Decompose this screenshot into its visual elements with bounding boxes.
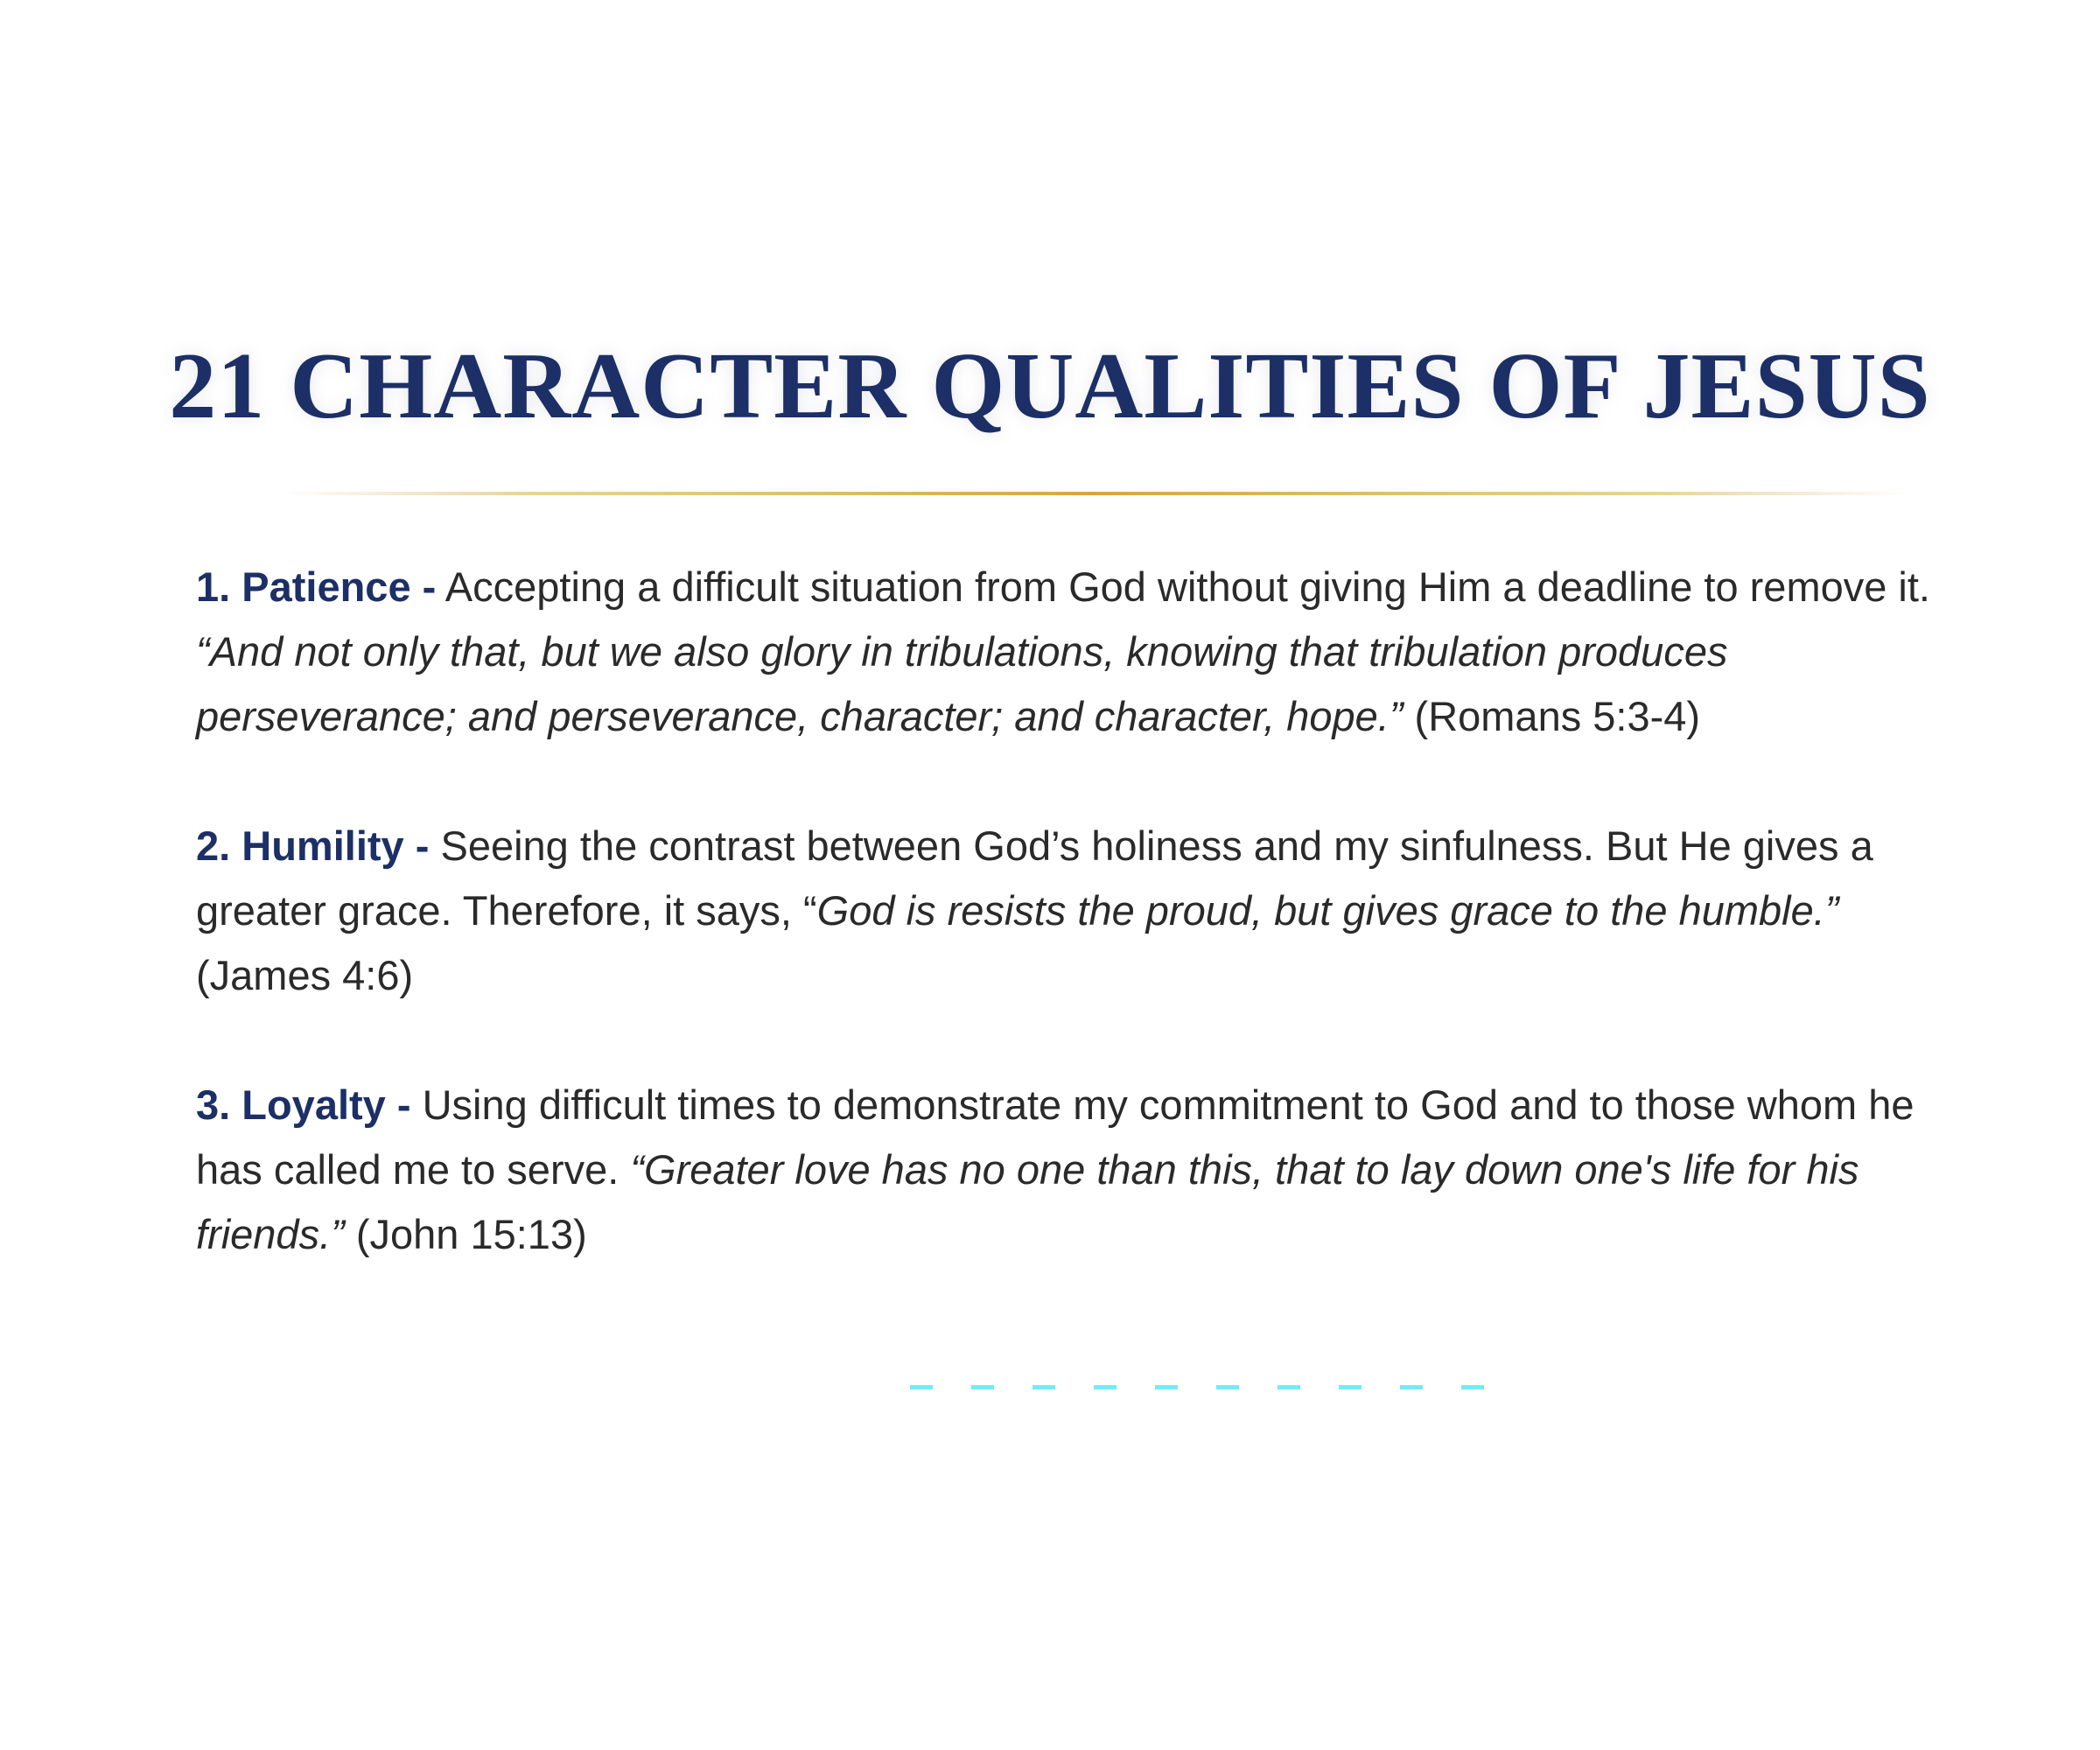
quality-item-humility	[196, 814, 1964, 1008]
quality-quote: “Greater love has no one than this, that to lay down one's life for his friends.”	[196, 1146, 1859, 1257]
decorative-dashed-line	[910, 1385, 1505, 1390]
quality-definition: Accepting a difficult situation from God without giving Him a deadline to remove it.	[444, 564, 1930, 610]
quality-dash: -	[396, 1082, 411, 1128]
qualities-list	[196, 555, 1964, 1332]
quality-name: Patience	[242, 564, 411, 610]
quality-reference: (James 4:6)	[196, 952, 414, 998]
quality-number: 1.	[196, 564, 231, 610]
quality-quote: God is resists the proud, but gives grace to the humble.”	[816, 887, 1839, 934]
page-title: 21 CHARACTER QUALITIES OF JESUS	[169, 334, 1931, 438]
title-divider	[280, 492, 1908, 495]
quality-name: Humility	[242, 822, 404, 869]
quality-dash: -	[422, 564, 437, 610]
quality-item-patience	[196, 555, 1964, 749]
quality-reference: (Romans 5:3-4)	[1414, 693, 1701, 739]
quality-definition: Seeing the contrast between God’s holiness and my sinfulness. But He gives a greater grace. Therefore, it says, “	[196, 822, 1873, 934]
quality-heading	[196, 1082, 386, 1128]
quality-heading	[196, 564, 411, 610]
quality-reference: (John 15:13)	[355, 1211, 587, 1257]
quality-dash: -	[415, 822, 430, 869]
quality-definition: Using difficult times to demonstrate my commitment to God and to those whom he has called me to serve.	[196, 1082, 1914, 1193]
quality-item-loyalty	[196, 1073, 1964, 1267]
quality-quote: “And not only that, but we also glory in tribulations, knowing that tribulation produces perseverance; and perseverance, character; and character, hope.”	[196, 628, 1728, 739]
quality-heading	[196, 822, 404, 869]
quality-name: Loyalty	[242, 1082, 386, 1128]
quality-number: 3.	[196, 1082, 231, 1128]
quality-number: 2.	[196, 822, 231, 869]
